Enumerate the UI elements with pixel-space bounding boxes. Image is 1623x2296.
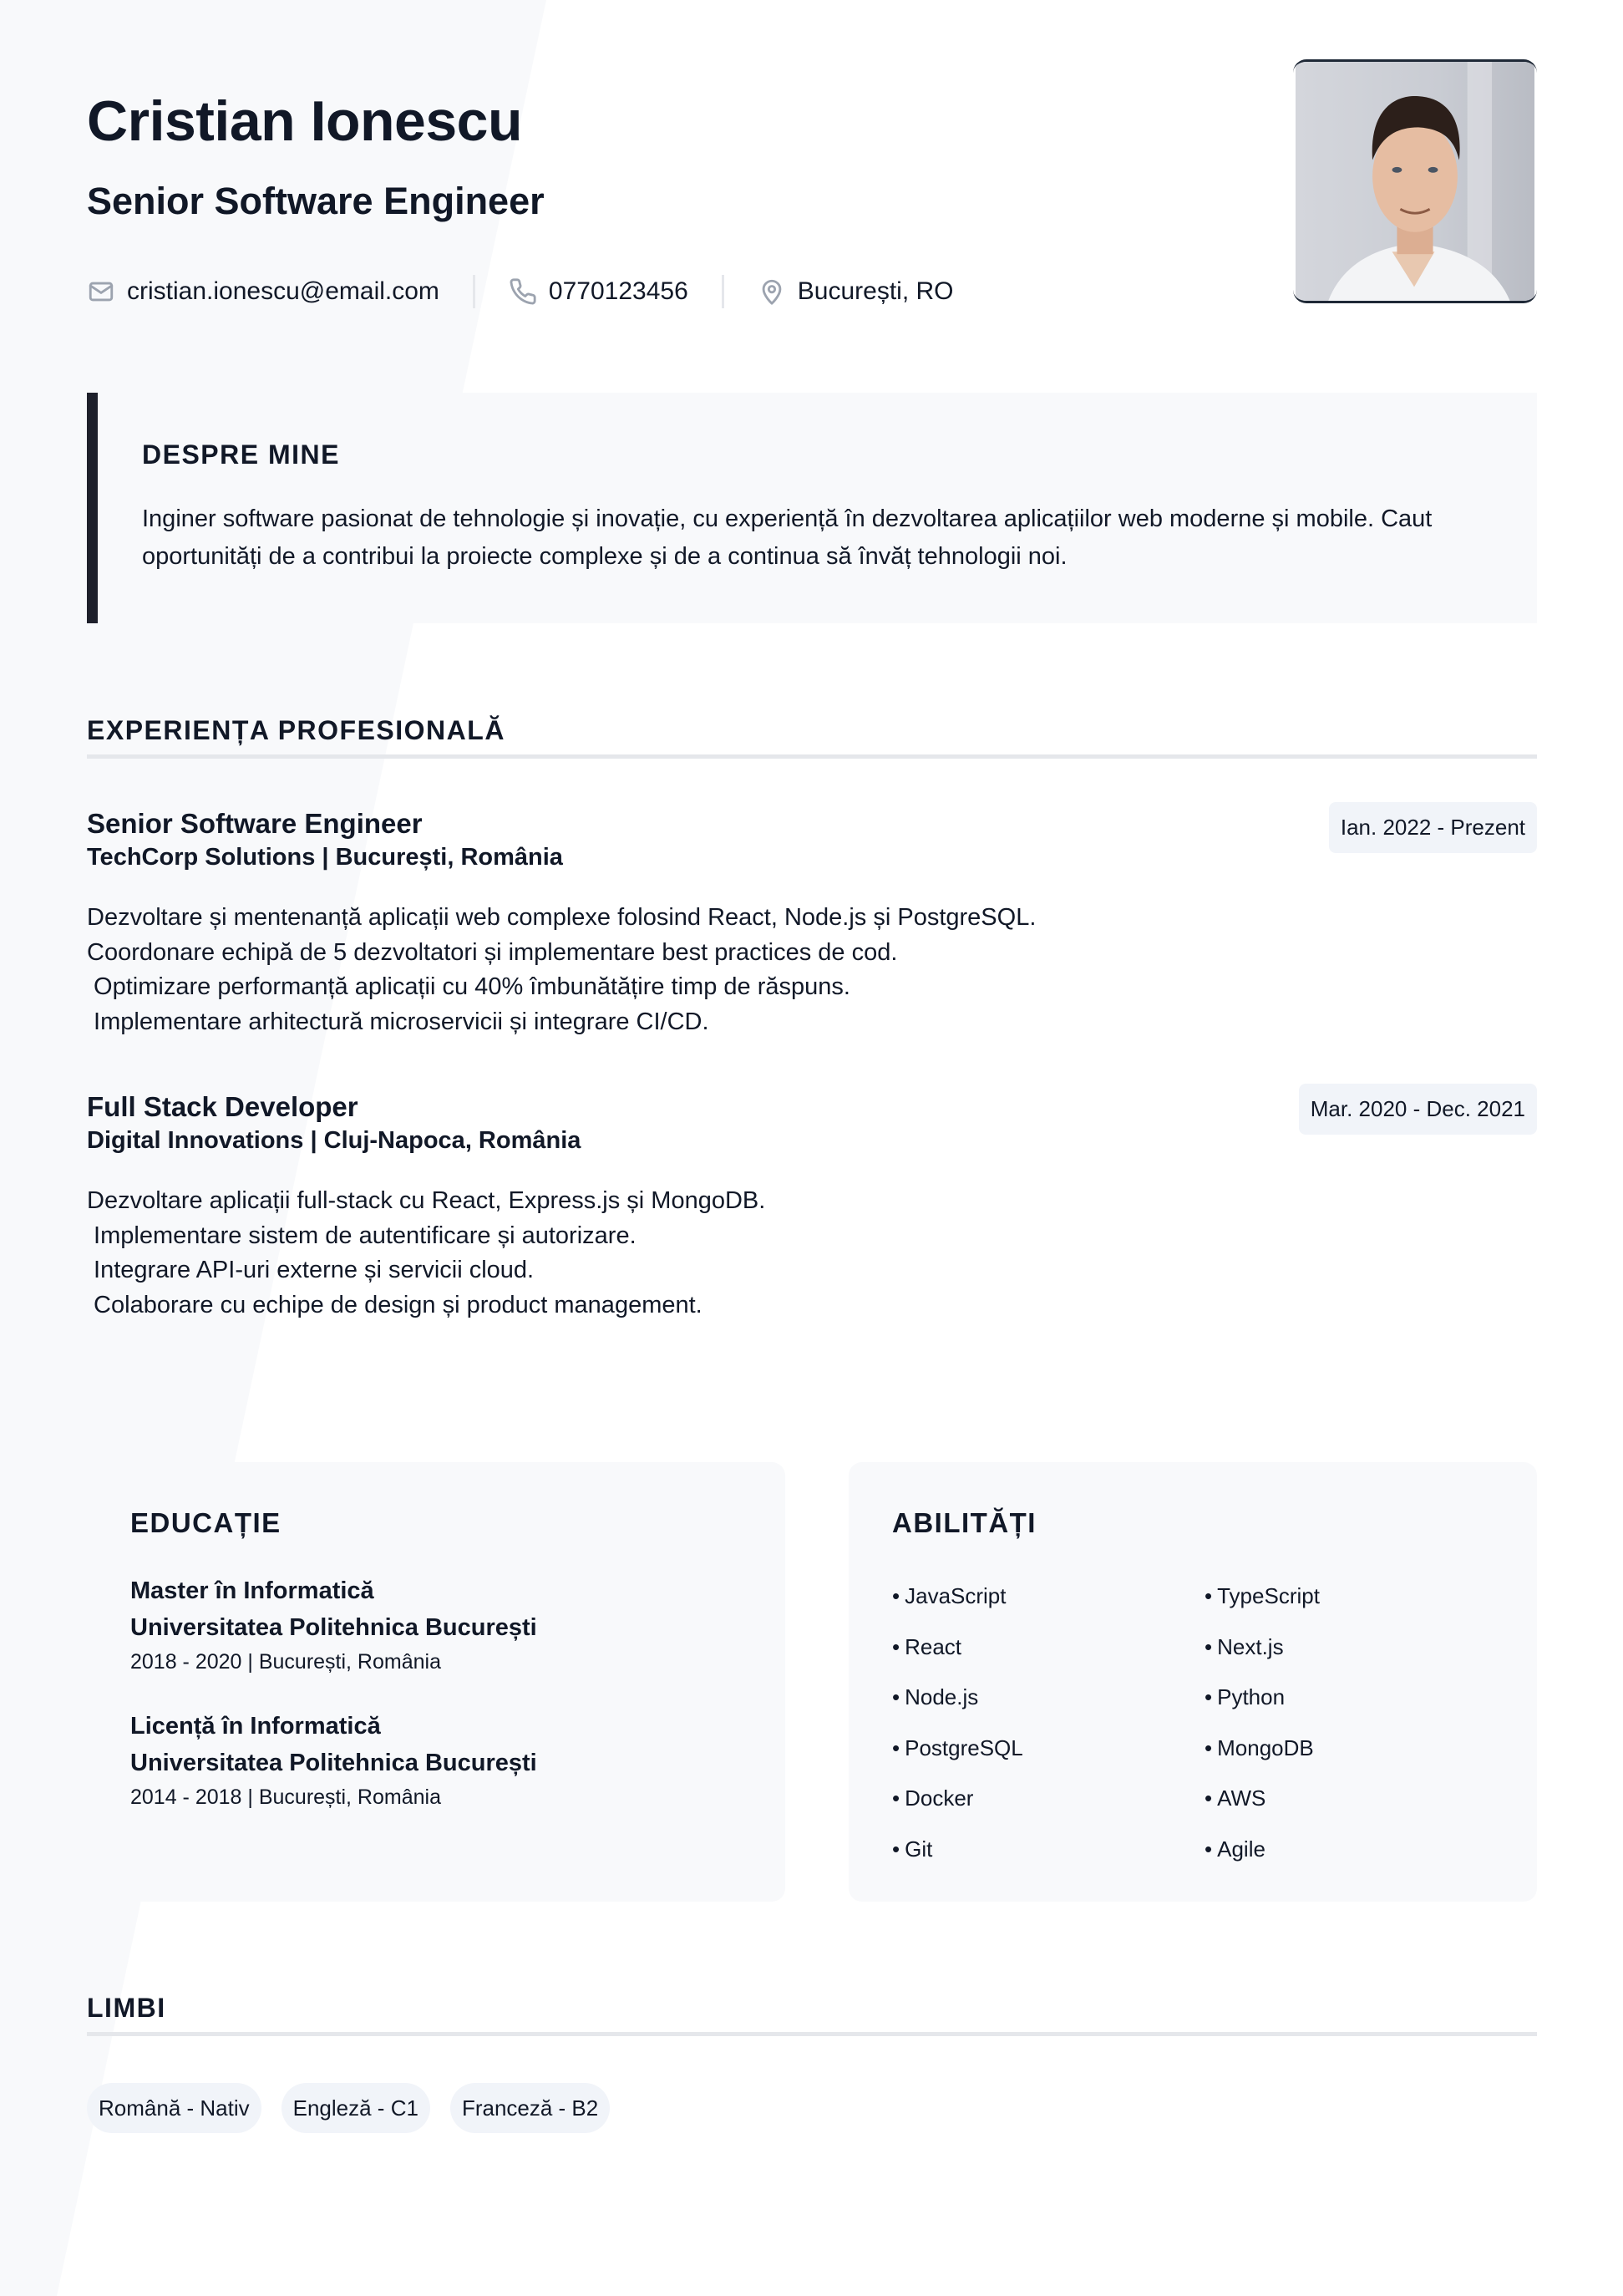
education-title: EDUCAȚIE — [130, 1507, 281, 1538]
skill-item — [892, 1571, 1205, 1622]
job-title: Full Stack Developer — [87, 1091, 358, 1122]
job-bullet: Dezvoltare și mentenanță aplicații web complexe folosind React, Node.js și PostgreSQL. — [87, 904, 1037, 931]
skill-item — [892, 1723, 1205, 1774]
profile-photo — [1293, 59, 1537, 303]
skill-item — [1205, 1672, 1455, 1723]
language-pill: Engleză - C1 — [281, 2083, 430, 2133]
bullet-icon: • — [892, 1836, 900, 1862]
job-bullet: Integrare API-uri externe și servicii cloud. — [87, 1257, 535, 1283]
job-company: TechCorp Solutions | București, România — [87, 844, 563, 871]
bullet-icon: • — [892, 1633, 900, 1659]
education-degree: Master în Informatică — [130, 1577, 374, 1604]
skill-item — [1205, 1622, 1455, 1673]
job-bullet: Dezvoltare aplicații full-stack cu React, Express.js și MongoDB. — [87, 1187, 766, 1214]
skill-label: Docker — [905, 1785, 974, 1811]
education-school: Universitatea Politehnica București — [130, 1750, 537, 1776]
education-meta: 2018 - 2020 | București, România — [130, 1650, 441, 1674]
job-dates-badge: Mar. 2020 - Dec. 2021 — [1299, 1084, 1537, 1135]
contact-email[interactable] — [87, 277, 439, 306]
candidate-role: Senior Software Engineer — [87, 180, 545, 222]
contact-phone[interactable] — [509, 277, 688, 306]
portrait-image — [1293, 62, 1537, 301]
about-section — [87, 393, 1537, 623]
experience-divider — [87, 754, 1537, 759]
contact-location — [758, 277, 954, 306]
email-value: cristian.ionescu@email.com — [127, 277, 439, 305]
skill-label: Agile — [1217, 1836, 1265, 1862]
skill-item — [1205, 1723, 1455, 1774]
job-entry — [87, 807, 1537, 1039]
skills-card — [849, 1462, 1537, 1902]
job-company: Digital Innovations | Cluj-Napoca, România — [87, 1127, 581, 1154]
job-title: Senior Software Engineer — [87, 808, 423, 839]
skill-item — [892, 1773, 1205, 1824]
skill-item — [1205, 1824, 1455, 1875]
skill-label: JavaScript — [905, 1583, 1007, 1608]
phone-value: 0770123456 — [548, 277, 688, 305]
skill-label: React — [905, 1633, 962, 1659]
contact-separator — [473, 275, 475, 308]
languages-divider — [87, 2032, 1537, 2036]
skill-item — [892, 1672, 1205, 1723]
skill-label: TypeScript — [1217, 1583, 1320, 1608]
skill-item — [892, 1824, 1205, 1875]
job-bullet: Optimizare performanță aplicații cu 40% îmbunătățire timp de răspuns. — [87, 973, 850, 1000]
job-bullet: Colaborare cu echipe de design și product management. — [87, 1291, 702, 1318]
bullet-icon: • — [1205, 1836, 1213, 1862]
candidate-name: Cristian Ionescu — [87, 89, 523, 153]
skill-label: Python — [1217, 1684, 1286, 1709]
bullet-icon: • — [892, 1583, 900, 1608]
bullet-icon: • — [892, 1684, 900, 1709]
job-bullet: Coordonare echipă de 5 dezvoltatori și implementare best practices de cod. — [87, 938, 898, 966]
education-card — [87, 1462, 785, 1902]
contact-row — [87, 269, 954, 314]
education-degree: Licență în Informatică — [130, 1713, 381, 1740]
skill-label: MongoDB — [1217, 1735, 1314, 1760]
languages-title: LIMBI — [87, 1993, 166, 2023]
contact-separator — [722, 275, 724, 308]
job-bullets — [87, 901, 1537, 1039]
job-bullet: Implementare sistem de autentificare și autorizare. — [87, 1222, 637, 1249]
skill-item — [1205, 1571, 1455, 1622]
education-item — [130, 1572, 742, 1678]
job-bullet: Implementare arhitectură microservicii și integrare CI/CD. — [87, 1008, 709, 1035]
bullet-icon: • — [892, 1785, 900, 1811]
skill-label: Next.js — [1217, 1633, 1284, 1659]
education-school: Universitatea Politehnica București — [130, 1614, 537, 1641]
bullet-icon: • — [1205, 1684, 1213, 1709]
skill-label: AWS — [1217, 1785, 1266, 1811]
education-item — [130, 1708, 742, 1813]
language-pill: Franceză - B2 — [450, 2083, 610, 2133]
skill-label: PostgreSQL — [905, 1735, 1023, 1760]
bullet-icon: • — [1205, 1583, 1213, 1608]
job-dates-badge: Ian. 2022 - Prezent — [1329, 802, 1537, 853]
about-text: Inginer software pasionat de tehnologie și inovație, cu experiență în dezvoltarea aplicațiilor web moderne și mobile. Caut oportunități de a contribui la proiecte complexe și de a continua să învăț tehnologii noi. — [142, 505, 1433, 570]
languages-list — [87, 2083, 610, 2133]
bullet-icon: • — [892, 1735, 900, 1760]
skills-title: ABILITĂȚI — [892, 1507, 1037, 1538]
experience-title: EXPERIENȚA PROFESIONALĂ — [87, 715, 505, 745]
skill-item — [892, 1622, 1205, 1673]
mail-icon — [87, 277, 115, 306]
job-bullets — [87, 1184, 1537, 1323]
skill-label: Node.js — [905, 1684, 979, 1709]
about-title: DESPRE MINE — [142, 439, 340, 470]
skill-item — [1205, 1773, 1455, 1824]
location-value: București, RO — [797, 277, 954, 305]
location-pin-icon — [758, 277, 786, 306]
skills-grid — [892, 1571, 1494, 1874]
job-entry — [87, 1090, 1537, 1323]
phone-icon — [509, 277, 537, 306]
skill-label: Git — [905, 1836, 933, 1862]
education-meta: 2014 - 2018 | București, România — [130, 1785, 441, 1809]
bullet-icon: • — [1205, 1785, 1213, 1811]
bullet-icon: • — [1205, 1633, 1213, 1659]
bullet-icon: • — [1205, 1735, 1213, 1760]
language-pill: Română - Nativ — [87, 2083, 261, 2133]
